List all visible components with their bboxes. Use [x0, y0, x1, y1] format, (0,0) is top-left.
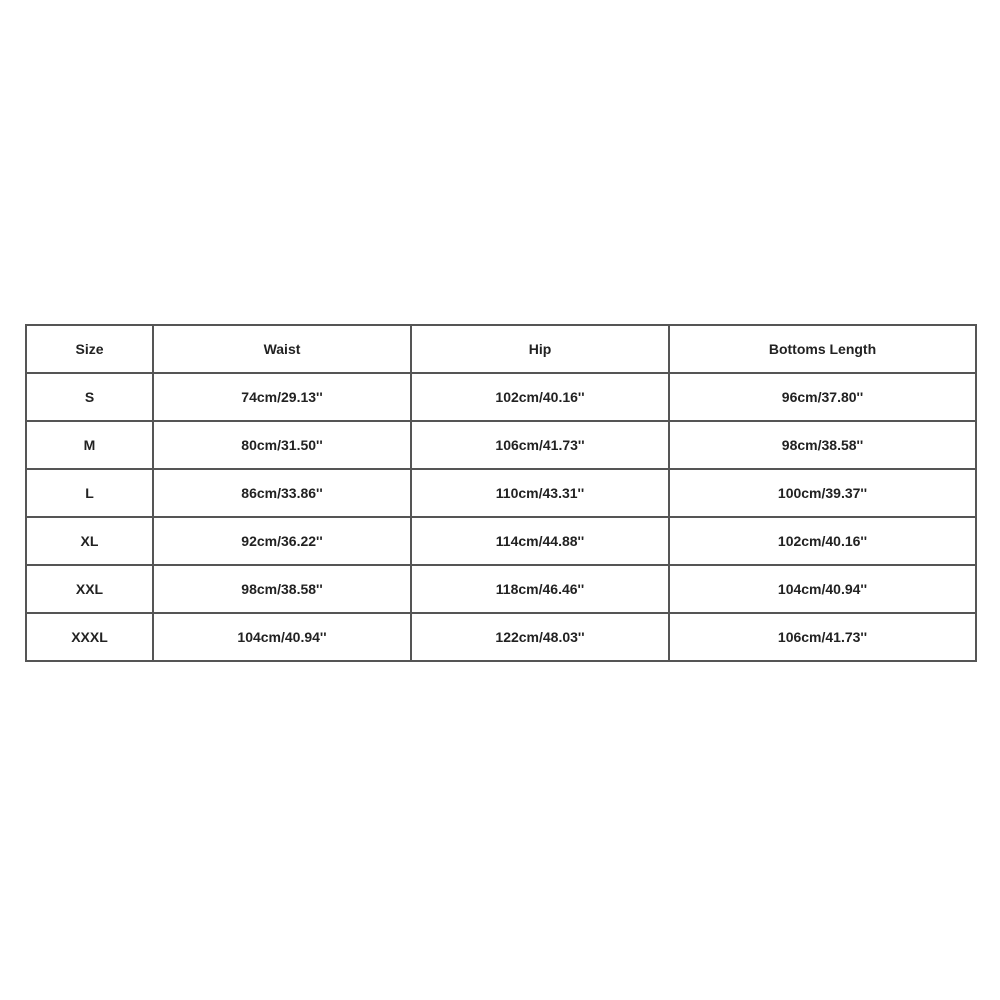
waist-cell: 98cm/38.58''	[153, 565, 411, 613]
waist-cell: 74cm/29.13''	[153, 373, 411, 421]
table-header	[26, 325, 976, 373]
table-row	[26, 421, 976, 469]
size-cell: S	[26, 373, 153, 421]
header-size: Size	[26, 325, 153, 373]
bottoms-length-cell: 98cm/38.58''	[669, 421, 976, 469]
bottoms-length-cell: 96cm/37.80''	[669, 373, 976, 421]
hip-cell: 110cm/43.31''	[411, 469, 669, 517]
size-cell: XXL	[26, 565, 153, 613]
waist-cell: 86cm/33.86''	[153, 469, 411, 517]
hip-cell: 114cm/44.88''	[411, 517, 669, 565]
hip-cell: 106cm/41.73''	[411, 421, 669, 469]
size-chart-table	[25, 324, 977, 662]
size-cell: L	[26, 469, 153, 517]
waist-cell: 80cm/31.50''	[153, 421, 411, 469]
header-row	[26, 325, 976, 373]
table-row	[26, 565, 976, 613]
table-row	[26, 613, 976, 661]
size-cell: XXXL	[26, 613, 153, 661]
bottoms-length-cell: 102cm/40.16''	[669, 517, 976, 565]
header-hip: Hip	[411, 325, 669, 373]
table-row	[26, 517, 976, 565]
bottoms-length-cell: 106cm/41.73''	[669, 613, 976, 661]
header-waist: Waist	[153, 325, 411, 373]
table-body	[26, 373, 976, 661]
hip-cell: 102cm/40.16''	[411, 373, 669, 421]
hip-cell: 118cm/46.46''	[411, 565, 669, 613]
bottoms-length-cell: 100cm/39.37''	[669, 469, 976, 517]
size-cell: XL	[26, 517, 153, 565]
waist-cell: 92cm/36.22''	[153, 517, 411, 565]
bottoms-length-cell: 104cm/40.94''	[669, 565, 976, 613]
waist-cell: 104cm/40.94''	[153, 613, 411, 661]
table-row	[26, 373, 976, 421]
size-cell: M	[26, 421, 153, 469]
hip-cell: 122cm/48.03''	[411, 613, 669, 661]
header-bottoms-length: Bottoms Length	[669, 325, 976, 373]
table-row	[26, 469, 976, 517]
